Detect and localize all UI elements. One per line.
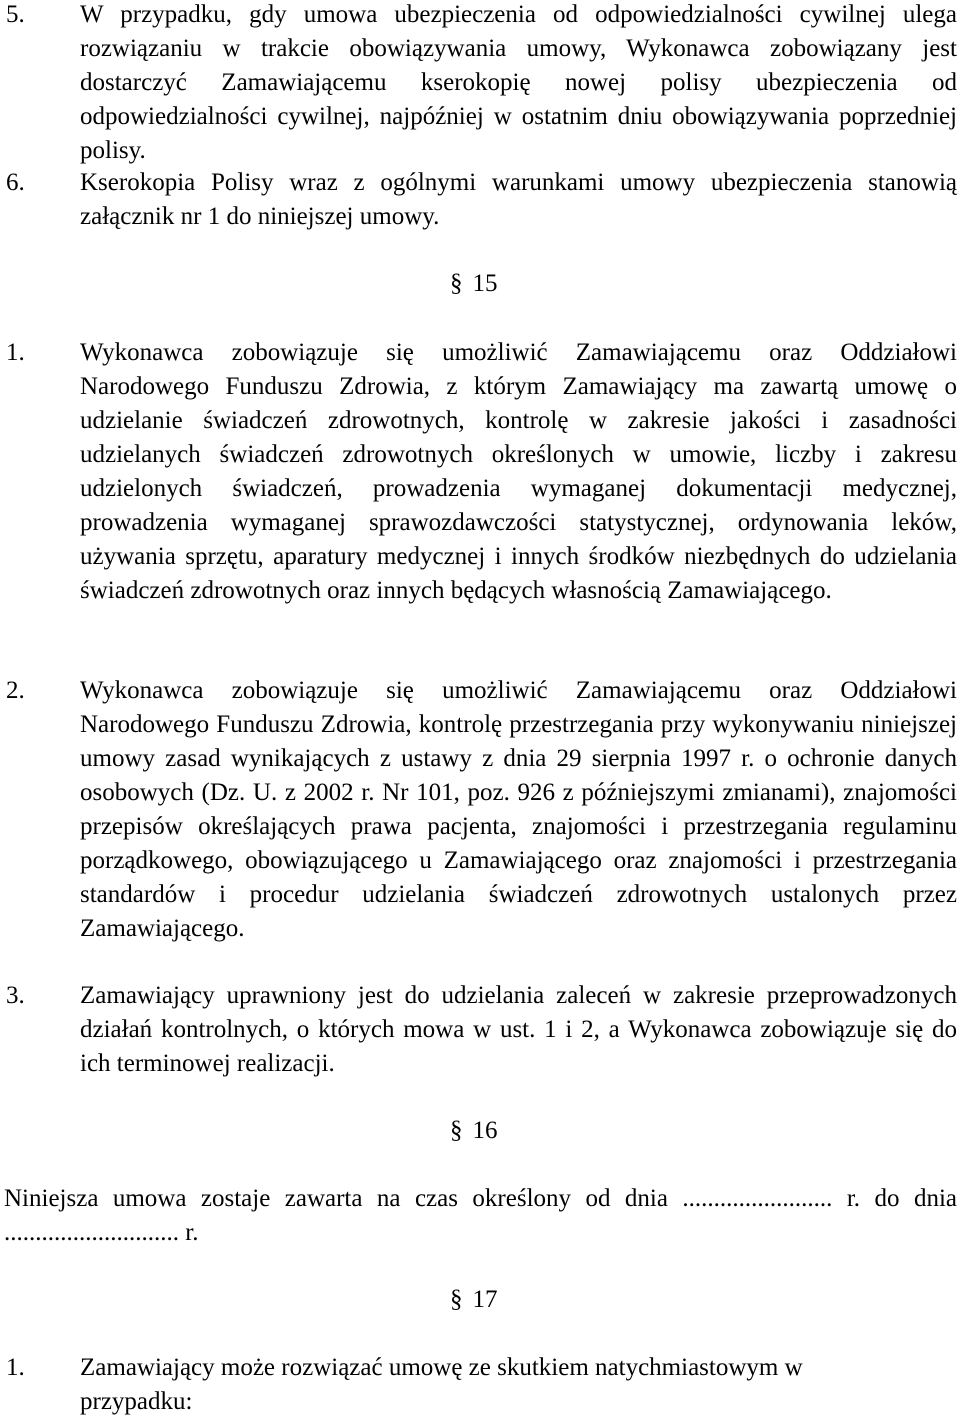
section-symbol: §	[450, 1286, 463, 1313]
list-item-text: Kserokopia Polisy wraz z ogólnymi warunkami umowy ubezpieczenia stanowią załącznik nr 1 do niniejszej umowy.	[80, 169, 957, 230]
list-item-number: 1.	[6, 339, 25, 366]
list-item-text: Wykonawca zobowiązuje się umożliwić Zamawiającemu oraz Oddziałowi Narodowego Funduszu Zdrowia, z którym Zamawiający ma zawartą umowę o udzielanie świadczeń zdrowotnych, kontrolę w zakresie jakości i zasadności udzielanych świadczeń zdrowotnych określonych w umowie, liczby i zakresu udzielonych świadczeń, prowadzenia wymaganej dokumentacji medycznej, prowadzenia wymaganej sprawozdawczości statystycznej, ordynowania leków, używania sprzętu, aparatury medycznej i innych środków niezbędnych do udzielania świadczeń zdrowotnych oraz innych będących własnością Zamawiającego.	[80, 339, 957, 604]
list-item-number: 6.	[6, 169, 25, 196]
list-item-15-2	[0, 674, 957, 946]
list-item-text: Zamawiający uprawniony jest do udzielania zaleceń w zakresie przeprowadzonych działań kontrolnych, o których mowa w ust. 1 i 2, a Wykonawca zobowiązuje się do ich terminowej realizacji.	[80, 982, 957, 1077]
section-16-text: Niniejsza umowa zostaje zawarta na czas określony od dnia ........................ r. do dnia ............................ r.	[4, 1185, 957, 1246]
section-symbol: §	[450, 270, 463, 297]
list-item-6	[0, 166, 957, 234]
section-heading-17	[450, 1283, 650, 1317]
list-item-text: W przypadku, gdy umowa ubezpieczenia od odpowiedzialności cywilnej ulega rozwiązaniu w trakcie obowiązywania umowy, Wykonawca zobowiązany jest dostarczyć Zamawiającemu kserokopię nowej polisy ubezpieczenia od odpowiedzialności cywilnej, najpóźniej w ostatnim dniu obowiązywania poprzedniej polisy.	[80, 1, 957, 164]
list-item-number: 1.	[6, 1354, 25, 1381]
list-item-5	[0, 0, 957, 168]
section-heading-15	[450, 267, 650, 301]
section-symbol: §	[450, 1117, 463, 1144]
section-number: 17	[472, 1286, 498, 1313]
list-item-text: Wykonawca zobowiązuje się umożliwić Zamawiającemu oraz Oddziałowi Narodowego Funduszu Zdrowia, kontrolę przestrzegania przy wykonywaniu niniejszej umowy zasad wynikających z ustawy z dnia 29 sierpnia 1997 r. o ochronie danych osobowych (Dz. U. z 2002 r. Nr 101, poz. 926 z późniejszymi zmianami), znajomości przepisów określających prawa pacjenta, znajomości i przestrzegania regulaminu porządkowego, obowiązującego u Zamawiającego oraz znajomości i przestrzegania standardów i procedur udzielania świadczeń zdrowotnych ustalonych przez Zamawiającego.	[80, 677, 957, 942]
section-number: 15	[472, 270, 498, 297]
list-item-number: 3.	[6, 982, 25, 1009]
list-item-15-1	[0, 336, 957, 608]
list-item-text: Zamawiający może rozwiązać umowę ze skutkiem natychmiastowym w przypadku:	[80, 1354, 803, 1415]
section-heading-16	[450, 1114, 650, 1148]
list-item-15-3	[0, 979, 957, 1081]
list-item-number: 2.	[6, 677, 25, 704]
list-item-number: 5.	[6, 1, 25, 28]
list-item-17-1	[0, 1351, 957, 1419]
section-number: 16	[472, 1117, 498, 1144]
